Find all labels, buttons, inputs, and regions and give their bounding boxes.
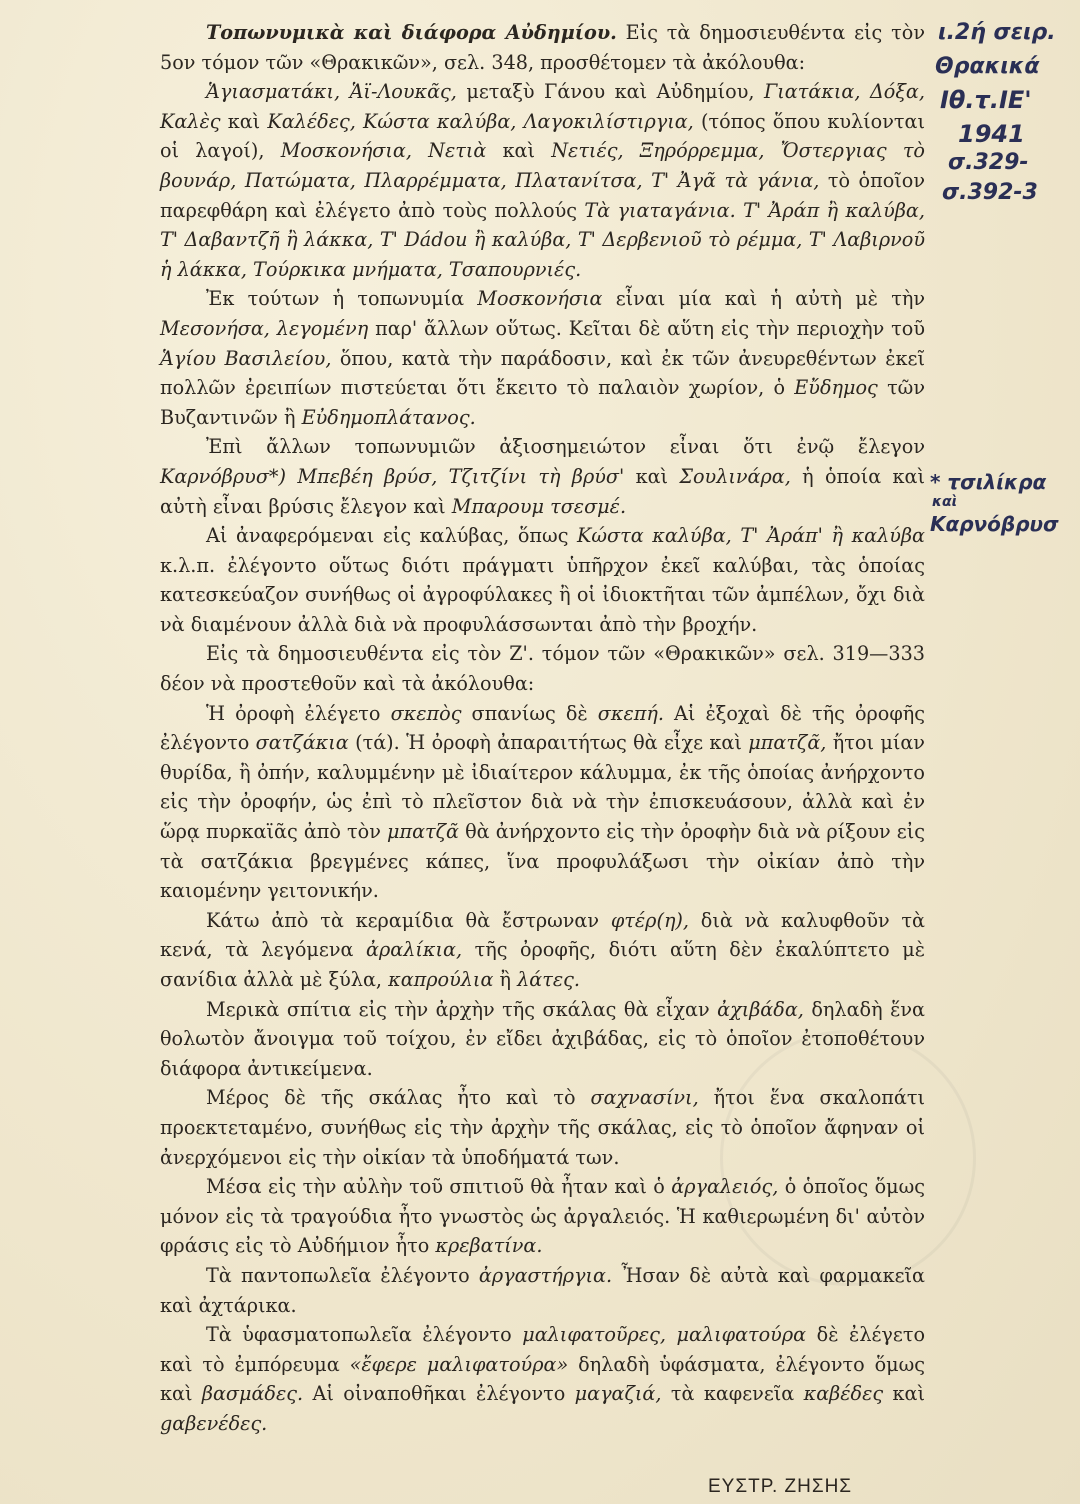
text-run: Ἐπὶ ἄλλων τοπωνυμιῶν ἀξιοσημειώτον εἶναι ὅτι ἐνῷ ἔλεγον — [206, 435, 925, 459]
text-run: τὸ ὁποῖον παρεφθάρη καὶ ἐλέγετο ἀπὸ τοὺς πολλούς — [160, 168, 925, 222]
italic-term: Ἁγίου Βασιλείου, — [160, 346, 340, 370]
text-run: Κάτω ἀπὸ τὰ κεραμίδια θὰ ἔστρωναν — [206, 908, 611, 932]
italic-term: σαχνασίνι, — [590, 1086, 714, 1110]
text-run: καὶ — [227, 109, 268, 133]
paragraph — [160, 1083, 925, 1172]
paragraph — [160, 906, 925, 995]
italic-term: Μοσκονήσια, Νετιὰ — [280, 139, 503, 163]
italic-term: «ἔφερε μαλιφατούρα» — [349, 1352, 579, 1376]
italic-term: κρεβατίνα. — [435, 1234, 543, 1258]
italic-term: Ἁγιασματάκι, — [206, 80, 350, 104]
paragraph — [160, 699, 925, 906]
text-run: σπανίως δὲ — [471, 701, 598, 725]
italic-term: Εὐδημοπλάτανος. — [301, 405, 476, 429]
text-run: δηλαδὴ ἕνα θολωτὸν ἄνοιγμα τοῦ τοίχου, ἐν εἴδει ἀχιβάδας, εἰς τὸ ὁποῖον ἐτοποθέτουν διάφορα ἀντικείμενα. — [160, 997, 925, 1080]
margin-note: σ.392-3 — [942, 180, 1038, 205]
author-signature: ΕΥΣΤΡ. ΖΗΣΗΣ — [708, 1476, 853, 1497]
text-run: Τὰ παντοπωλεῖα ἐλέγοντο — [206, 1263, 479, 1287]
italic-term: gαβενέδες. — [160, 1411, 268, 1435]
italic-term: ἀχιβάδα, — [717, 997, 812, 1021]
italic-term: μπατζᾶ, — [748, 731, 833, 755]
text-run: καὶ — [892, 1382, 926, 1406]
italic-term: ἀργαστήργια. — [478, 1263, 622, 1287]
text-run: ἢ — [499, 968, 518, 991]
text-run: τὰ καφενεῖα — [670, 1382, 804, 1406]
italic-term: Νετιές, Ξηρόρρεμμα, Ὄστεργιας τὸ βουνάρ, Πατώματα, Πλαρρέμματα, Πλατανίτσα, Τ' Ἀγᾶ τὰ γάνια, — [160, 139, 925, 192]
paragraph — [160, 1172, 925, 1261]
text-run: παρ' ἄλλων οὕτως. Κεῖται δὲ αὕτη εἰς τὴν περιοχὴν τοῦ — [375, 316, 925, 340]
text-run: ' καὶ — [619, 464, 680, 488]
margin-note: καὶ — [932, 494, 958, 510]
italic-term: Καρνόβρυσ*) Μπεβέη βρύσ, Τζιτζίνι τὴ βρύσ — [160, 464, 619, 488]
margin-note: Θρακικά — [935, 54, 1040, 79]
italic-term: Μοσκονήσια — [477, 287, 616, 311]
margin-note: 1941 — [958, 120, 1025, 148]
margin-note: ι.2ή σειρ. — [938, 20, 1056, 45]
italic-term: Μπαρουμ τσεσμέ. — [451, 494, 627, 518]
italic-term: Τὰ γιαταγάνια. Τ' Ἀράπ ἢ καλύβα, Τ' Δαβαντζῆ ἢ λάκκα, Τ' Dádou ἢ καλύβα, Τ' Δερβενιοῦ τὸ ρέμμα, Τ' Λαβιρνοῦ ἡ λάκκα, Τούρκικα μνήματα, Τσαπουρνιές. — [160, 198, 925, 281]
text-run: εἶναι μία καὶ ἡ αὐτὴ μὲ τὴν — [615, 287, 925, 311]
paragraph: Εἰς τὰ δημοσιευθέντα εἰς τὸν Ζ'. τόμον τῶν «Θρακικῶν» σελ. 319—333 δέον νὰ προστεθοῦν καὶ τὰ ἀκόλουθα: — [160, 642, 925, 696]
text-run: μεταξὺ Γάνου καὶ Αὐδημίου, — [466, 80, 764, 104]
paragraph — [160, 1261, 925, 1320]
italic-term: ἀργαλειός, — [671, 1175, 785, 1199]
italic-term: μπατζᾶ — [387, 820, 466, 844]
text-run: Μερικὰ σπίτια εἰς τὴν ἀρχὴν τῆς σκάλας θὰ εἶχαν — [206, 997, 718, 1021]
italic-term: μαγαζιά, — [574, 1382, 671, 1406]
paragraph — [160, 432, 925, 521]
margin-note: σ.329- — [948, 150, 1029, 175]
article-intro — [160, 18, 925, 77]
paragraph — [160, 995, 925, 1084]
article-heading: Τοπωνυμικὰ καὶ διάφορα Αὐδημίου. — [206, 21, 617, 44]
text-run: Ἡ ὀροφὴ ἐλέγετο — [206, 701, 391, 725]
text-run: ἡ ὁποία καὶ αὐτὴ εἶναι βρύσις ἔλεγον καὶ — [160, 464, 925, 518]
italic-term: λάτες. — [517, 968, 580, 991]
margin-note: Καρνόβρυσ — [930, 512, 1059, 536]
margin-note: * τσιλίκρα — [930, 470, 1047, 494]
text-run: Ἐκ τούτων ἡ τοπωνυμία — [206, 287, 478, 311]
text-run: Αἱ οἰναποθῆκαι ἐλέγοντο — [312, 1382, 575, 1406]
italic-term: φτέρ(η), — [610, 908, 701, 932]
text-run: Μέρος δὲ τῆς σκάλας ἦτο καὶ τὸ — [206, 1086, 591, 1110]
text-run: ὅπου, κατὰ τὴν παράδοσιν, καὶ ἐκ τῶν ἀνευρεθέντων ἐκεῖ πολλῶν ἐρειπίων πιστεύεται ὅτι ἔκειτο τὸ παλαιὸν χωρίον, ὁ — [160, 346, 925, 400]
text-run: Αἱ ἀναφερόμεναι εἰς καλύβας, ὅπως — [206, 524, 578, 548]
text-run: θὰ ἀνήρχοντο εἰς τὴν ὀροφὴν διὰ νὰ ρίξουν εἰς τὰ σατζάκια βρεγμένες κάπες, ἵνα προφυλάξωσι τὴν οἰκίαν ἀπὸ τὴν καιομένην γειτονικήν. — [160, 820, 925, 903]
italic-term: Μεσονήσα, λεγομένη — [160, 316, 376, 340]
text-run: (τά). Ἡ ὀροφὴ ἀπαραιτήτως θὰ εἶχε καὶ — [355, 731, 749, 755]
italic-term: Γιατάκια, Δόξα, Καλὲς — [160, 80, 925, 133]
text-run: τῆς ὀροφῆς, διότι αὕτη δὲν ἐκαλύπτετο μὲ σανίδια ἀλλὰ μὲ ξύλα, — [160, 938, 925, 991]
text-run: κ.λ.π. ἐλέγοντο οὕτως διότι πράγματι ὑπῆρχον ἐκεῖ καλύβαι, τὰς ὁποίας κατεσκεύαζον συνήθως οἱ ἀγροφύλακες ἢ οἱ ἰδιοκτῆται τῶν ἀμπέλων, ὄχι διὰ νὰ διαμένουν ἀλλὰ διὰ νὰ προφυλάσσωνται ἀπὸ τὴν βροχήν. — [160, 553, 925, 636]
italic-term: Ἁϊ-Λουκᾶς, — [349, 80, 467, 104]
italic-term: Καλέδες, Κώστα καλύβα, Λαγοκιλίστιργια, — [267, 109, 701, 133]
italic-term: σκεπὸς — [390, 701, 472, 725]
italic-term: Σουλινάρα, — [679, 464, 803, 488]
text-run: (τόπος ὅπου κυλίονται οἱ λαγοί), — [160, 109, 925, 163]
text-run: ἤτοι μίαν θυρίδα, ἢ ὀπήν, καλυμμένην μὲ ἰδιαίτερον κάλυμμα, ἐκ τῆς ὁποίας ἀνήρχοντο εἰς τὴν ὀροφήν, ὡς ἐπὶ τὸ πλεῖστον διὰ νὰ τὴν ἐπισκευάσουν, ἀλλὰ καὶ ἐν ὥρᾳ πυρκαϊᾶς ἀπὸ τὸν — [160, 731, 925, 844]
text-run: καὶ — [502, 139, 552, 163]
italic-term: σατζάκια — [255, 731, 356, 755]
paragraph — [160, 1320, 925, 1438]
text-run: διὰ νὰ καλυφθοῦν τὰ κενά, τὰ λεγόμενα — [160, 908, 925, 962]
article-body — [160, 18, 925, 1439]
paragraph — [160, 284, 925, 432]
text-run: ὁ ὁποῖος ὅμως μόνον εἰς τὰ τραγούδια ἦτο γνωστὸς ὡς ἀργαλειός. Ἡ καθιερωμένη δι' αὐτὸν φράσις εἰς τὸ Αὐδήμιον ἦτο — [160, 1175, 926, 1258]
italic-term: σκεπή. — [597, 701, 675, 725]
text-run: Τὰ ὑφασματοπωλεῖα ἐλέγοντο — [206, 1323, 523, 1347]
text-run: Ἦσαν δὲ αὐτὰ καὶ φαρμακεῖα καὶ ἀχτάρικα. — [160, 1263, 925, 1317]
toponym-list — [160, 77, 925, 284]
italic-term: βασμάδες. — [201, 1382, 313, 1406]
text-run: δὲ ἐλέγετο καὶ τὸ ἐμπόρευμα — [160, 1323, 926, 1376]
text-run: Αἱ ἐξοχαὶ δὲ τῆς ὀροφῆς ἐλέγοντο — [160, 701, 926, 755]
intro-text: Εἰς τὰ δημοσιευθέντα εἰς τὸν 5ον τόμον τῶν «Θρακικῶν», σελ. 348, προσθέτομεν τὰ ἀκόλουθα: — [160, 21, 925, 74]
italic-term: ἀραλίκια, — [366, 938, 475, 962]
italic-term: καβέδες — [803, 1382, 893, 1406]
text-run: Μέσα εἰς τὴν αὐλὴν τοῦ σπιτιοῦ θὰ ἦταν καὶ ὁ — [206, 1175, 672, 1199]
text-run: δηλαδὴ ὑφάσματα, ἐλέγοντο ὅμως καὶ — [160, 1352, 925, 1406]
italic-term: Κώστα καλύβα, Τ' Ἀράπ' ἢ καλύβα — [577, 524, 925, 548]
italic-term: Εὔδημος — [794, 376, 888, 400]
italic-term: μαλιφατοῦρες, μαλιφατούρα — [522, 1323, 817, 1347]
margin-note: Ιθ.τ.ΙΕ' — [940, 86, 1032, 114]
text-run: ἤτοι ἕνα σκαλοπάτι προεκτεταμένο, συνήθως εἰς τὴν ἀρχὴν τῆς σκάλας, εἰς τὸ ὁποῖον ἄφηναν οἱ ἀνερχόμενοι εἰς τὴν οἰκίαν τὰ ὑποδήματά των. — [160, 1086, 925, 1169]
text-run: τῶν Βυζαντινῶν ἢ — [160, 376, 925, 429]
paragraph — [160, 521, 925, 639]
italic-term: καπρούλια — [388, 968, 500, 991]
